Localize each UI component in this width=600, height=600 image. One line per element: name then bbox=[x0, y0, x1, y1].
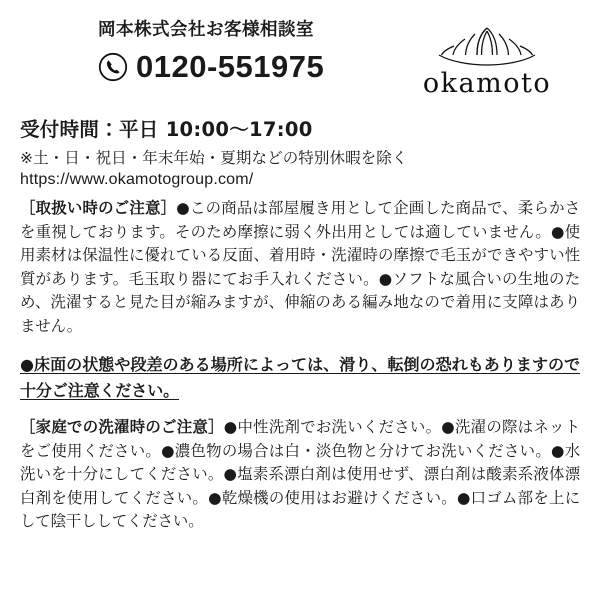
washing-notice-section bbox=[20, 416, 580, 534]
handling-notice-heading: ［取扱い時のご注意］ bbox=[20, 199, 177, 217]
phone-number: 0120-551975 bbox=[136, 49, 325, 84]
holiday-note: ※土・日・祝日・年末年始・夏期などの特別休暇を除く bbox=[20, 149, 408, 167]
business-hours: 受付時間：平日 10:00〜17:00 bbox=[20, 118, 313, 141]
handling-notice-section bbox=[20, 197, 580, 338]
contact-info bbox=[20, 114, 580, 189]
washing-notice-heading: ［家庭での洗濯時のご注意］ bbox=[20, 418, 224, 437]
handling-notice-body: ●この商品は部屋履き用として企画した商品で、柔らかさを重視しております。そのため摩擦に弱く外出用としては適していません。●使用素材は保温性に優れている反面、着用時・洗濯時の摩擦で毛玉ができやすい性質があります。毛玉取り器にてお手入れください。●ソフトな風合いの生地のため、洗濯すると見た目が縮みますが、伸縮のある編み地なので着用に支障はありません。 bbox=[20, 199, 580, 335]
brand-logo bbox=[396, 22, 578, 99]
header bbox=[20, 20, 580, 106]
page-title: 岡本株式会社お客様相談室 bbox=[98, 20, 314, 40]
brand-name: okamoto bbox=[422, 68, 552, 99]
telephone-icon bbox=[98, 52, 128, 82]
page-bottom-edge bbox=[0, 594, 600, 600]
washing-notice-body: ●中性洗剤でお洗いください。●洗濯の際はネットをご使用ください。●濃色物の場合は白・淡色物と分けてお洗いください。●水洗いを十分にしてください。●塩素系漂白剤は使用せず、漂白剤は酸素系液体漂白剤を使用してください。●乾燥機の使用はお避けください。●口ゴム部を上にして陰干ししてください。 bbox=[20, 418, 580, 531]
slip-warning-section: ●床面の状態や段差のある場所によっては、滑り、転倒の恐れもありますので十分ご注意ください。 bbox=[20, 355, 580, 401]
lotus-flower-logo-icon bbox=[396, 22, 578, 66]
website-url[interactable]: https://www.okamotogroup.com/ bbox=[20, 171, 254, 188]
